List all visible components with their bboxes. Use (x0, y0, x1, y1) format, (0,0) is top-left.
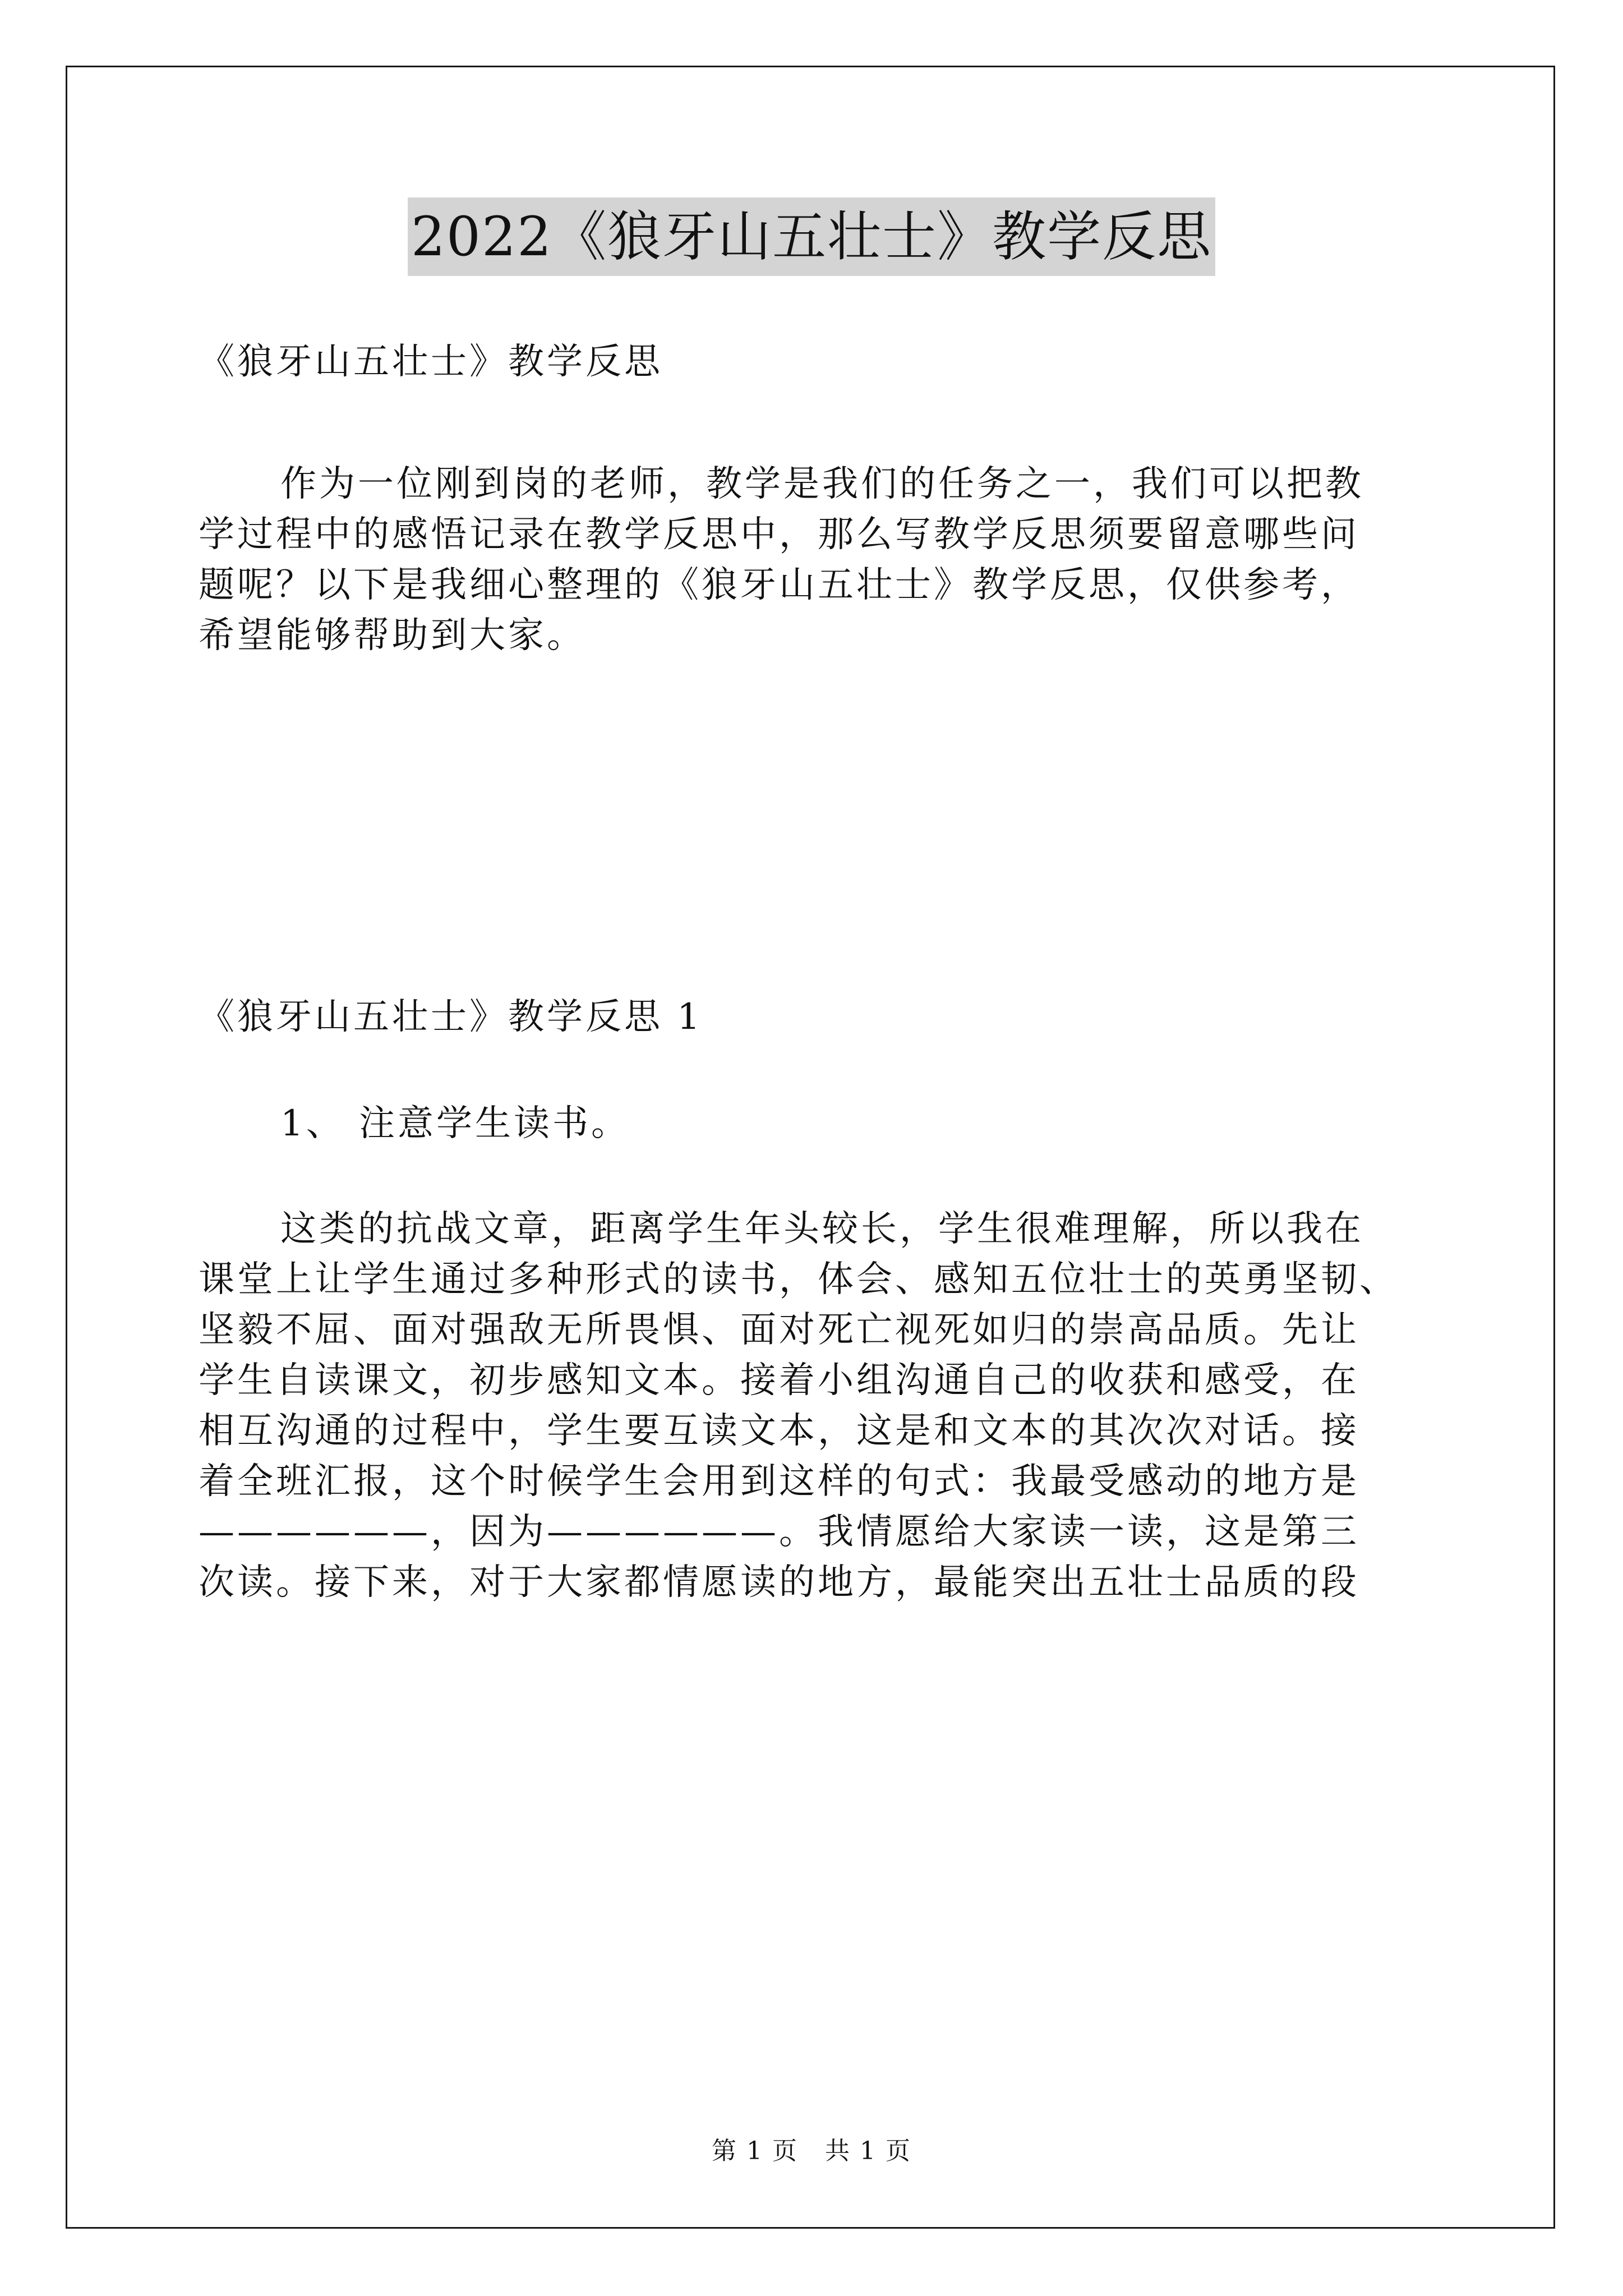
item-heading-text: 1、 注意学生读书。 (280, 1103, 630, 1144)
paragraph-line: 题呢？以下是我细心整理的《狼牙山五壮士》教学反思，仅供参考， (199, 564, 1359, 606)
paragraph-line: 着全班汇报，这个时候学生会用到这样的句式：我最受感动的地方是 (199, 1461, 1359, 1502)
intro-paragraph (199, 459, 1432, 661)
paragraph-line: 希望能够帮助到大家。 (199, 615, 585, 656)
title-container (0, 197, 1623, 276)
section-heading-text: 《狼牙山五壮士》教学反思 1 (199, 996, 703, 1038)
paragraph-line: 学过程中的感悟记录在教学反思中，那么写教学反思须要留意哪些问 (199, 514, 1359, 555)
page-footer: 第 1 页 共 1 页 (712, 2137, 911, 2165)
paragraph-line: 次读。接下来，对于大家都情愿读的地方，最能突出五壮士品质的段 (199, 1562, 1359, 1603)
paragraph-line: 相互沟通的过程中，学生要互读文本，这是和文本的其次次对话。接 (199, 1410, 1359, 1452)
item-heading (199, 1098, 1432, 1149)
paragraph-line: 坚毅不屈、面对强敌无所畏惧、面对死亡视死如归的崇高品质。先让 (199, 1309, 1359, 1351)
paragraph-line: 这类的抗战文章，距离学生年头较长，学生很难理解，所以我在 (280, 1208, 1364, 1250)
section-heading (199, 992, 1432, 1042)
paragraph-line: 作为一位刚到岗的老师，教学是我们的任务之一，我们可以把教 (280, 463, 1364, 505)
paragraph-line: 学生自读课文，初步感知文本。接着小组沟通自己的收获和感受，在 (199, 1360, 1359, 1401)
subtitle-line: 《狼牙山五壮士》教学反思 (199, 341, 663, 383)
document-title: 2022《狼牙山五壮士》教学反思 (408, 197, 1215, 276)
document-subtitle (199, 337, 1432, 387)
paragraph-line: ——————，因为——————。我情愿给大家读一读，这是第三 (199, 1511, 1359, 1553)
body-paragraph (199, 1204, 1432, 1608)
paragraph-line: 课堂上让学生通过多种形式的读书，体会、感知五位壮士的英勇坚韧、 (199, 1259, 1398, 1300)
